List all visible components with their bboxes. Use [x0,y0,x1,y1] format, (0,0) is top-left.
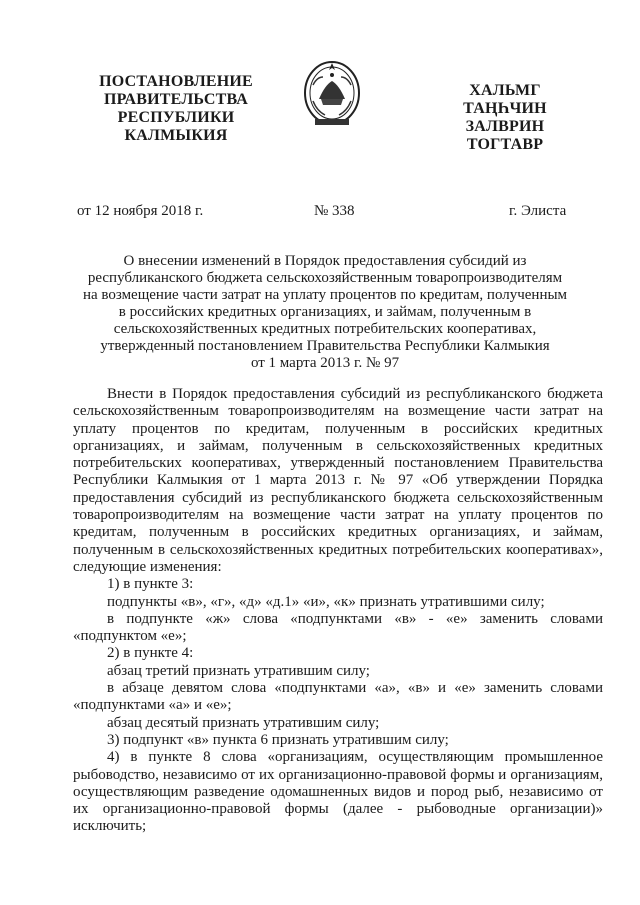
body-line: в подпункте «ж» слова «подпунктами «в» - «е» заменить словами [107,610,603,627]
body-line: полученным в сельскохозяйственных кредитных потребительских кооперативах», [73,541,603,558]
kalmykia-coat-of-arms-icon [301,55,363,135]
body-line: Внести в Порядок предоставления субсидий из республиканского бюджета [107,386,603,402]
body-line: 4) в пункте 8 слова «организациям, осуществляющим промышленное [107,749,603,766]
body-line: исключить; [73,818,147,835]
title-line: на возмещение части затрат на уплату процентов по кредитам, полученным [82,287,568,303]
header-right-line: ТОГТАВР [466,136,544,153]
body-line: 3) подпункт «в» пункта 6 признать утратившим силу; [107,731,449,748]
body-line: осуществляющим разведение одомашненных видов и пород рыб, независимо от [73,783,603,800]
header-left-line: ПОСТАНОВЛЕНИЕ [99,73,253,90]
header-left-line: ПРАВИТЕЛЬСТВА [103,91,249,108]
body-line: кредитам, полученным в российских кредитных организациях, и займам, [73,524,603,541]
header-right-line: ТАҢҺЧИН [463,100,547,117]
body-line: их организационно-правовой формы (далее - рыбоводные организации)» [73,801,603,818]
body-line: абзац третий признать утратившим силу; [107,662,370,679]
title-line: от 1 марта 2013 г. № 97 [250,355,400,371]
body-line: подпункты «в», «г», «д» «д.1» «и», «к» признать утратившими силу; [107,593,545,610]
header-right-line: ЗАЛВРИН [465,118,545,135]
body-line: потребительских кооперативах, утвержденный постановлением Правительства [73,455,603,472]
document-number: № 338 [314,203,355,219]
document-city: г. Элиста [509,203,567,219]
body-line: 1) в пункте 3: [107,576,194,593]
title-line: О внесении изменений в Порядок предоставления субсидий из [123,253,527,269]
body-line: абзац десятый признать утратившим силу; [107,714,380,731]
body-line: организациях, и займам, полученным в сельскохозяйственных кредитных [73,437,603,454]
body-line: сельскохозяйственным товаропроизводителям на возмещение части затрат на [73,403,603,420]
body-line: следующие изменения: [73,558,222,575]
body-line: уплату процентов по кредитам, полученным в российских кредитных [73,420,603,437]
document-title [80,253,570,372]
body-line: «подпунктами «а» и «е»; [73,697,232,714]
title-line: утвержденный постановлением Правительства Республики Калмыкия [100,338,550,354]
body-line: «подпунктом «е»; [73,628,187,645]
document-date: от 12 ноября 2018 г. [77,203,204,219]
header-left-title [86,73,266,145]
body-line: в абзаце девятом слова «подпунктами «а», «в» и «е» заменить словами [107,680,603,697]
body-line: предоставления субсидий из республиканского бюджета сельскохозяйственным [73,489,603,506]
header-right-line: ХАЛЬМГ [469,82,541,99]
body-line: Республики Калмыкия от 1 марта 2013 г. № 97 «Об утверждении Порядка [73,472,603,489]
body-line: 2) в пункте 4: [107,645,194,662]
header-left-line: КАЛМЫКИЯ [124,127,228,144]
title-line: в российских кредитных организациях, и займам, полученным в [118,304,532,320]
body-line: рыбоводство, независимо от их организационно-правовой формы и организациям, [73,766,603,783]
body-line: товаропроизводителям на возмещение части затрат на уплату процентов по [73,507,603,524]
document-body [73,386,603,836]
header-right-title [450,82,560,154]
title-line: республиканского бюджета сельскохозяйственным товаропроизводителям [87,270,563,286]
header-left-line: РЕСПУБЛИКИ [117,109,235,126]
title-line: сельскохозяйственных кредитных потребительских кооперативах, [113,321,537,337]
